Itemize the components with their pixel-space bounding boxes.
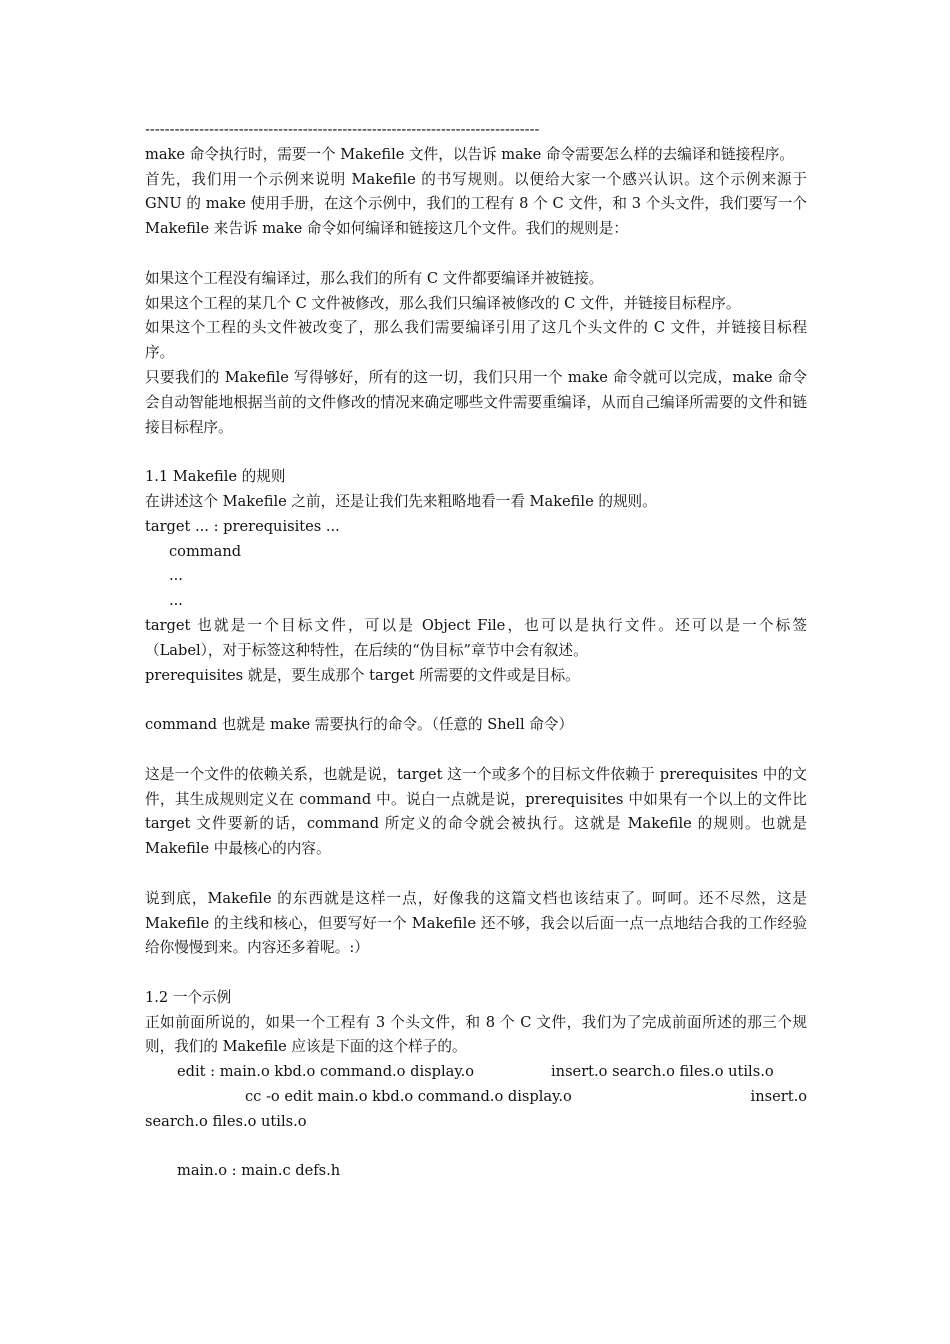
- makefile-cc-command: cc -o edit main.o kbd.o command.o display.o: [245, 1088, 572, 1106]
- syntax-dots-line-2: ...: [169, 592, 183, 610]
- rule-item-2: 如果这个工程的某几个 C 文件被修改，那么我们只编译被修改的 C 文件，并链接目标程序。: [145, 294, 741, 312]
- rule-item-3: 如果这个工程的头文件被改变了，那么我们需要编译引用了这几个头文件的 C 文件，并链接目标程序。: [145, 319, 807, 362]
- blank-line: [145, 242, 807, 267]
- prerequisites-description: prerequisites 就是，要生成那个 target 所需要的文件或是目标。: [145, 666, 580, 684]
- blank-line: [145, 440, 807, 465]
- syntax-target-line: target ... : prerequisites ...: [145, 517, 340, 535]
- makefile-main-line: main.o : main.c defs.h: [177, 1162, 341, 1180]
- makefile-edit-target: edit : main.o kbd.o command.o display.o: [177, 1063, 475, 1081]
- summary-paragraph: 只要我们的 Makefile 写得够好，所有的这一切，我们只用一个 make 命令就可以完成，make 命令会自动智能地根据当前的文件修改的情况来确定哪些文件需要重编译，从而自己编译所需要的文件和链接目标程序。: [145, 368, 807, 436]
- section-heading-1-2: 1.2 一个示例: [145, 988, 232, 1006]
- section-heading-1-1: 1.1 Makefile 的规则: [145, 468, 286, 486]
- section-1-2-lead: 正如前面所说的，如果一个工程有 3 个头文件，和 8 个 C 文件，我们为了完成前面所述的那三个规则，我们的 Makefile 应该是下面的这个样子的。: [145, 1013, 807, 1056]
- syntax-dots-line-1: ...: [169, 567, 183, 585]
- makefile-cc-insert: insert.o: [750, 1088, 807, 1106]
- intro-paragraph-2: 首先，我们用一个示例来说明 Makefile 的书写规则。以便给大家一个感兴认识。这个示例来源于 GNU 的 make 使用手册，在这个示例中，我们的工程有 8 个 C 文件，和 3 个头文件，我们要写一个 Makefile 来告诉 make 命令如何编译和链接这几个文件。我们的规则是：: [145, 170, 807, 238]
- makefile-cc-continuation: search.o files.o utils.o: [145, 1112, 307, 1130]
- syntax-command-line: command: [169, 542, 242, 560]
- makefile-edit-deps: insert.o search.o files.o utils.o: [551, 1063, 774, 1081]
- closing-paragraph: 说到底，Makefile 的东西就是这样一点，好像我的这篇文档也该结束了。呵呵。还不尽然，这是 Makefile 的主线和核心，但要写好一个 Makefile 还不够，我会以后面一点一点地结合我的工作经验给你慢慢到来。内容还多着呢。:）: [145, 889, 807, 957]
- blank-line: [145, 862, 807, 887]
- dependency-description: 这是一个文件的依赖关系，也就是说，target 这一个或多个的目标文件依赖于 prerequisites 中的文件，其生成规则定义在 command 中。说白一点就是说，prerequisites 中如果有一个以上的文件比 target 文件要新的话，command 所定义的命令就会被执行。这就是 Makefile 的规则。也就是 Makefile 中最核心的内容。: [145, 765, 807, 858]
- rule-item-1: 如果这个工程没有编译过，那么我们的所有 C 文件都要编译并被链接。: [145, 269, 604, 287]
- separator-rule: --------------------------------------------------------------------------------: [145, 121, 540, 138]
- document-body: [145, 118, 807, 1184]
- blank-line: [145, 1135, 807, 1160]
- blank-line: [145, 688, 807, 713]
- makefile-edit-line: [145, 1060, 807, 1085]
- makefile-cc-line: [145, 1085, 807, 1110]
- blank-line: [145, 738, 807, 763]
- target-description: target 也就是一个目标文件，可以是 Object File，也可以是执行文件。还可以是一个标签（Label），对于标签这种特性，在后续的“伪目标”章节中会有叙述。: [145, 616, 807, 659]
- section-1-1-lead: 在讲述这个 Makefile 之前，还是让我们先来粗略地看一看 Makefile 的规则。: [145, 492, 657, 510]
- blank-line: [145, 961, 807, 986]
- intro-paragraph-1: make 命令执行时，需要一个 Makefile 文件，以告诉 make 命令需要怎么样的去编译和链接程序。: [145, 145, 794, 163]
- command-description: command 也就是 make 需要执行的命令。（任意的 Shell 命令）: [145, 716, 574, 734]
